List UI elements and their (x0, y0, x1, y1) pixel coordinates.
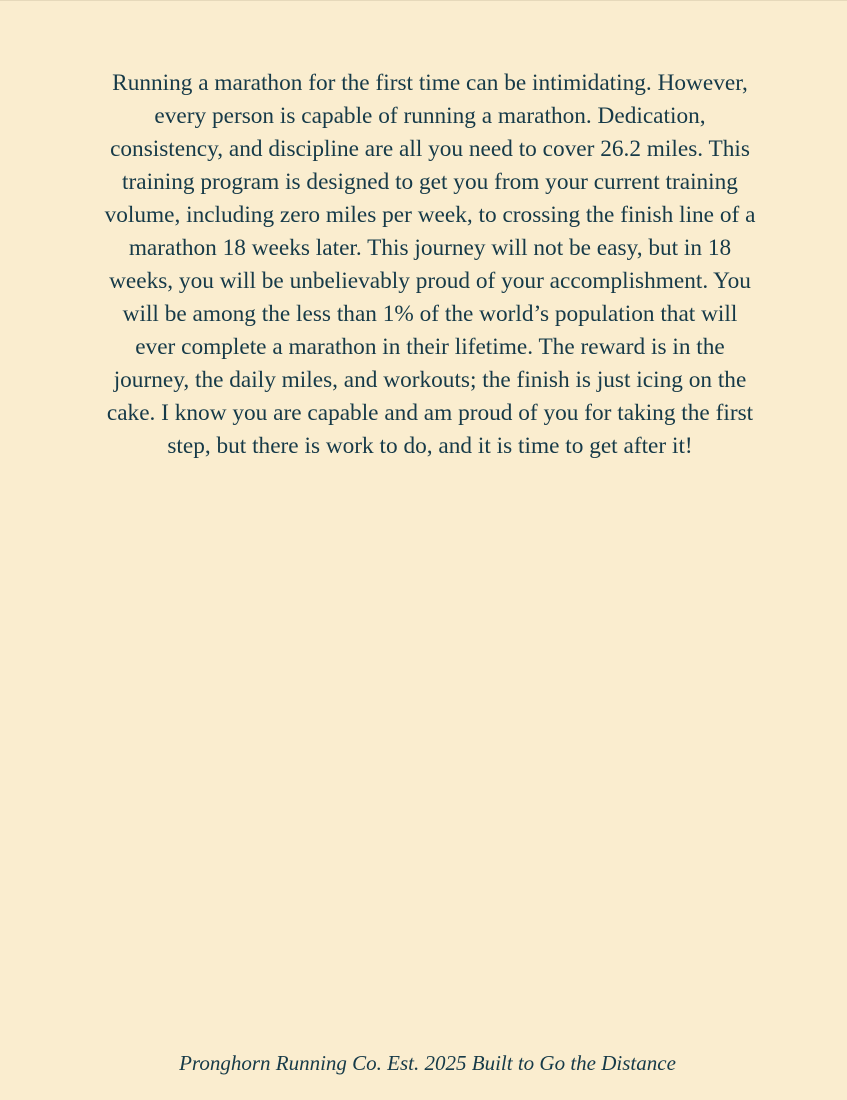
intro-paragraph: Running a marathon for the first time can be intimidating. However, every person is capable of running a marathon. Dedication, consistency, and discipline are all you need to cover 26.2 miles. This training program is designed to get you from your current training volume, including zero miles per week, to crossing the finish line of a marathon 18 weeks later. This journey will not be easy, but in 18 weeks, you will be unbelievably proud of your accomplishment. You will be among the less than 1% of the world’s population that will ever complete a marathon in their lifetime. The reward is in the journey, the daily miles, and workouts; the finish is just icing on the cake. I know you are capable and am proud of you for taking the first step, but there is work to do, and it is time to get after it! (104, 70, 756, 459)
footer-tagline: Pronghorn Running Co. Est. 2025 Built to Go the Distance (179, 1051, 676, 1075)
